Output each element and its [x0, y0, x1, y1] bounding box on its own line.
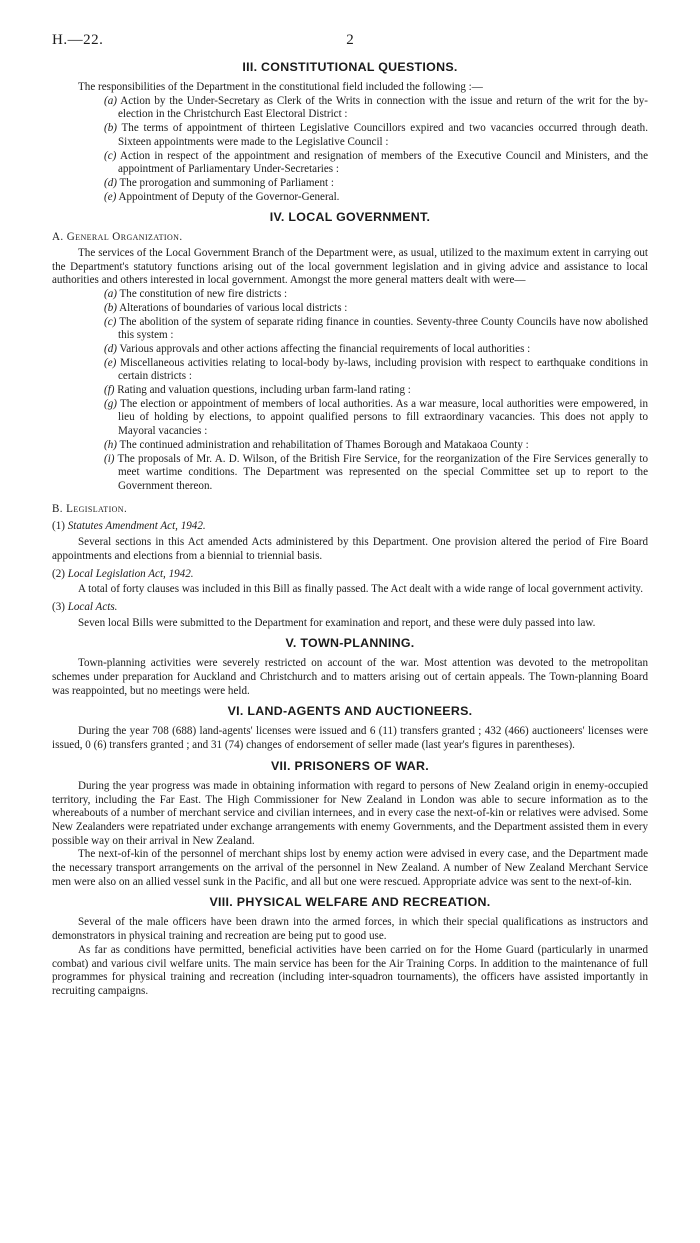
legislation-text: Seven local Bills were submitted to the Department for examination and report, and these were duly passed into law.: [78, 616, 596, 629]
list-item: (f) Rating and valuation questions, including urban farm-land rating :: [104, 384, 411, 397]
list-item: (a) Action by the Under-Secretary as Clerk of the Writs in connection with the issue and return of the writ for the by-election in the Christchurch East Electoral District :: [104, 94, 648, 121]
local-government-list: [52, 288, 648, 494]
document-reference: H.—22.: [52, 32, 104, 48]
list-item: (c) The abolition of the system of separate riding finance in counties. Seventy-three County Councils have now abolished this system :: [104, 315, 648, 342]
constitutional-list: [52, 95, 648, 205]
page-number: 2: [346, 32, 354, 48]
list-item: (e) Appointment of Deputy of the Governor-General.: [104, 190, 340, 203]
list-item: (d) The prorogation and summoning of Parliament :: [104, 176, 334, 189]
legislation-heading: (3) Local Acts.: [52, 600, 118, 613]
section-intro: The services of the Local Government Branch of the Department were, as usual, utilized to the maximum extent in carrying out the Department's statutory functions arising out of the local government legislation and in giving advice and assistance to local authorities and others interested in local government. Amongst the more general matters dealt with were—: [52, 247, 648, 287]
section-intro: The responsibilities of the Department in the constitutional field included the following :—: [78, 81, 483, 93]
section-heading-local-government: IV. LOCAL GOVERNMENT.: [269, 210, 431, 225]
list-item: (g) The election or appointment of members of local authorities. As a war measure, local authorities were empowered, in lieu of holding by elections, to appoint qualified persons to fill extraordinary vacancies. This does not apply to Mayoral vacancies :: [104, 397, 648, 438]
legislation-text: A total of forty clauses was included in this Bill as finally passed. The Act dealt with a wide range of local government activity.: [78, 583, 644, 596]
list-item: (i) The proposals of Mr. A. D. Wilson, of the British Fire Service, for the reorganization of the Fire Services generally to meet wartime conditions. The Department was represented on the special Committee set up to report to the Government thereon.: [104, 452, 648, 492]
section-text: During the year 708 (688) land-agents' licenses were issued and 6 (11) transfers granted ; 432 (466) auctioneers' licenses were issued, 0 (6) transfers granted ; and 31 (74) changes of endorsement of seller made (last year's figures in parentheses).: [52, 725, 648, 752]
subheading-legislation: B. Legislation.: [52, 502, 128, 515]
legislation-text: Several sections in this Act amended Acts administered by this Department. One provision altered the period of Fire Board appointments and elections from a biennial to triennial basis.: [52, 536, 648, 562]
list-item: (c) Action in respect of the appointment and resignation of members of the Executive Council and Ministers, and the appointment of Parliamentary Under-Secretaries :: [104, 149, 648, 176]
list-item: (h) The continued administration and rehabilitation of Thames Borough and Matakaoa County :: [104, 438, 529, 451]
section-heading-town-planning: V. TOWN-PLANNING.: [285, 636, 415, 651]
section-heading-land-agents: VI. LAND-AGENTS AND AUCTIONEERS.: [227, 704, 473, 719]
section-paragraph: The next-of-kin of the personnel of merchant ships lost by enemy action were advised in every case, and the Department made the necessary transport arrangements on the arrival of the personnel in New Zealand. A number of New Zealand Merchant Service men were also on an allied vessel sunk in the Pacific, and all but one were rescued. Appropriate advice was sent to the next-of-kin.: [52, 848, 648, 888]
section-heading-constitutional: III. CONSTITUTIONAL QUESTIONS.: [242, 60, 458, 74]
list-item: (b) Alterations of boundaries of various local districts :: [104, 301, 348, 314]
list-item: (a) The constitution of new fire districts :: [104, 288, 288, 301]
list-item: (d) Various approvals and other actions affecting the financial requirements of local authorities :: [104, 342, 531, 355]
section-paragraph: Several of the male officers have been drawn into the armed forces, in which their special qualifications as instructors and demonstrators in physical training and recreation are being put to good use.: [52, 916, 648, 943]
section-heading-prisoners-of-war: VII. PRISONERS OF WAR.: [270, 758, 430, 773]
page-header: [52, 34, 648, 54]
legislation-heading: (1) Statutes Amendment Act, 1942.: [52, 520, 206, 533]
subheading-general-organization: A. General Organization.: [52, 231, 183, 244]
legislation-heading: (2) Local Legislation Act, 1942.: [52, 567, 194, 580]
list-item: (e) Miscellaneous activities relating to local-body by-laws, including provision with respect to earthquake conditions in certain districts :: [104, 356, 648, 383]
section-paragraph: During the year progress was made in obtaining information with regard to persons of New Zealand origin in enemy-occupied territory, including the Far East. The High Commissioner for New Zealand in London was able to secure information as to the whereabouts of a number of merchant service and civilian internees, and in every case the next-of-kin or relatives were advised. Some New Zealanders were repatriated under exchange arrangements with enemy Governments, and the Department assisted them in every possible way on their arrival in New Zealand.: [52, 779, 648, 847]
section-heading-physical-welfare: VIII. PHYSICAL WELFARE AND RECREATION.: [209, 895, 491, 910]
list-item: (b) The terms of appointment of thirteen Legislative Councillors expired and two vacancies occurred through death. Sixteen appointments were made to the Legislative Council :: [104, 122, 648, 148]
section-paragraph: As far as conditions have permitted, beneficial activities have been carried on for the Home Guard (particularly in unarmed combat) and various civil welfare units. The main service has been for the Air Training Corps. In addition to the maintenance of full programmes for physical training and recreation (including inter-squadron tournaments), the officers have assisted importantly in recruiting campaigns.: [52, 943, 648, 997]
section-text: Town-planning activities were severely restricted on account of the war. Most attention was devoted to the metropolitan schemes under preparation for Auckland and Christchurch and to matters arising out of certain appeals. The Town-planning Board was reappointed, but no meetings were held.: [52, 657, 648, 697]
